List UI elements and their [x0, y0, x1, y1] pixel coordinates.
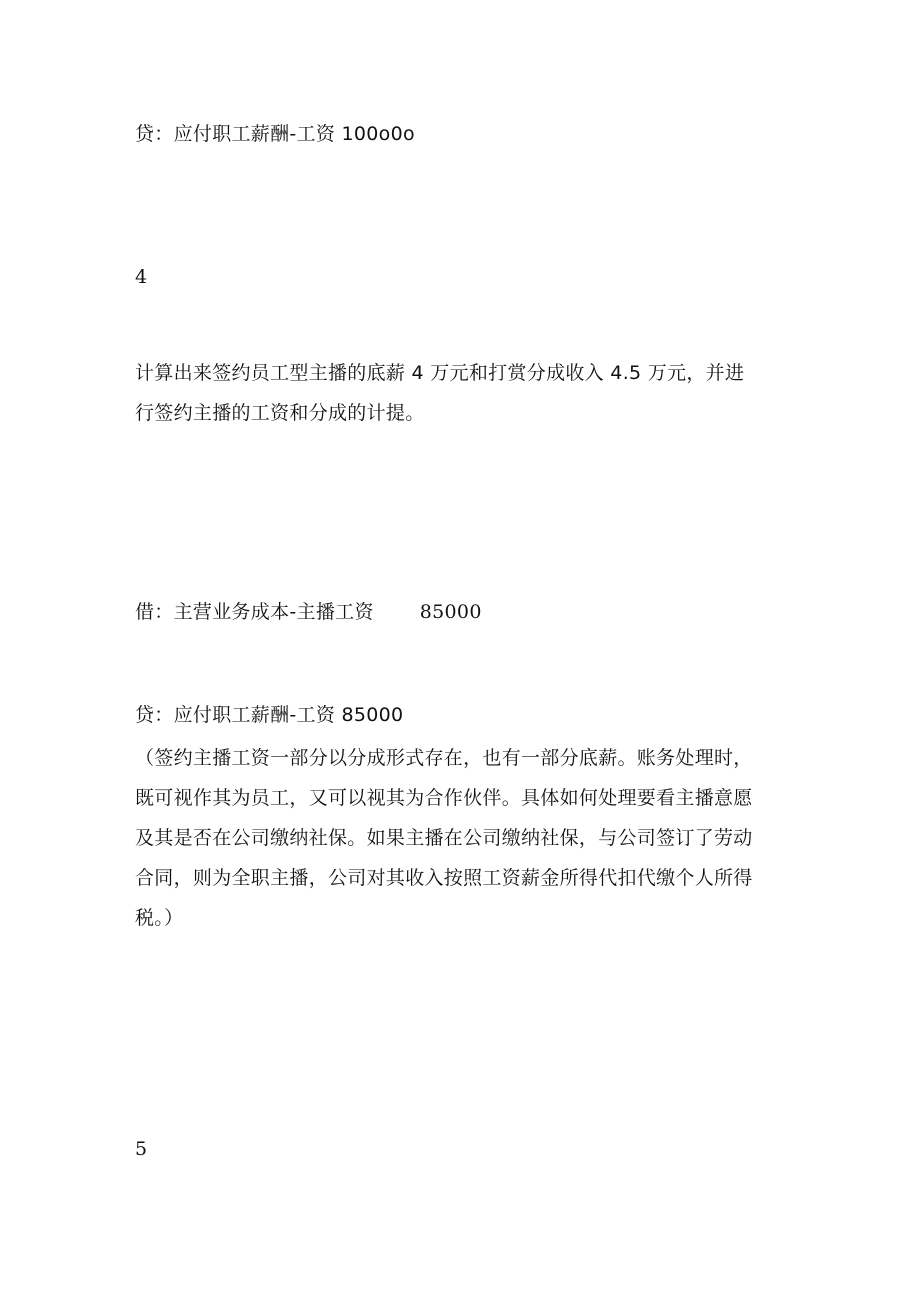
note-line-5: 税。） — [135, 907, 184, 929]
note-line-3: 及其是否在公司缴纳社保。如果主播在公司缴纳社保，与公司签订了劳动 — [135, 827, 753, 849]
section-number-4: 4 — [135, 266, 148, 288]
debit-entry-2 — [135, 601, 482, 623]
note-line-2: 既可视作其为员工，又可以视其为合作伙伴。具体如何处理要看主播意愿 — [135, 787, 753, 809]
section-4-line-1: 计算出来签约员工型主播的底薪 4 万元和打赏分成收入 4.5 万元，并进 — [135, 362, 745, 384]
section-4-paragraph — [135, 353, 795, 433]
section-4-line-2: 行签约主播的工资和分成的计提。 — [135, 402, 425, 424]
debit-entry-2-label: 借：主营业务成本-主播工资 — [135, 601, 374, 623]
note-paragraph — [135, 738, 795, 938]
note-line-4: 合同，则为全职主播，公司对其收入按照工资薪金所得代扣代缴个人所得 — [135, 867, 753, 889]
section-number-5: 5 — [135, 1138, 148, 1160]
note-line-1: （签约主播工资一部分以分成形式存在，也有一部分底薪。账务处理时， — [135, 747, 753, 769]
debit-entry-2-amount: 85000 — [419, 601, 482, 623]
credit-entry-2: 贷：应付职工薪酬-工资 85000 — [135, 704, 404, 726]
credit-entry-1: 贷：应付职工薪酬-工资 100o0o — [135, 123, 415, 145]
